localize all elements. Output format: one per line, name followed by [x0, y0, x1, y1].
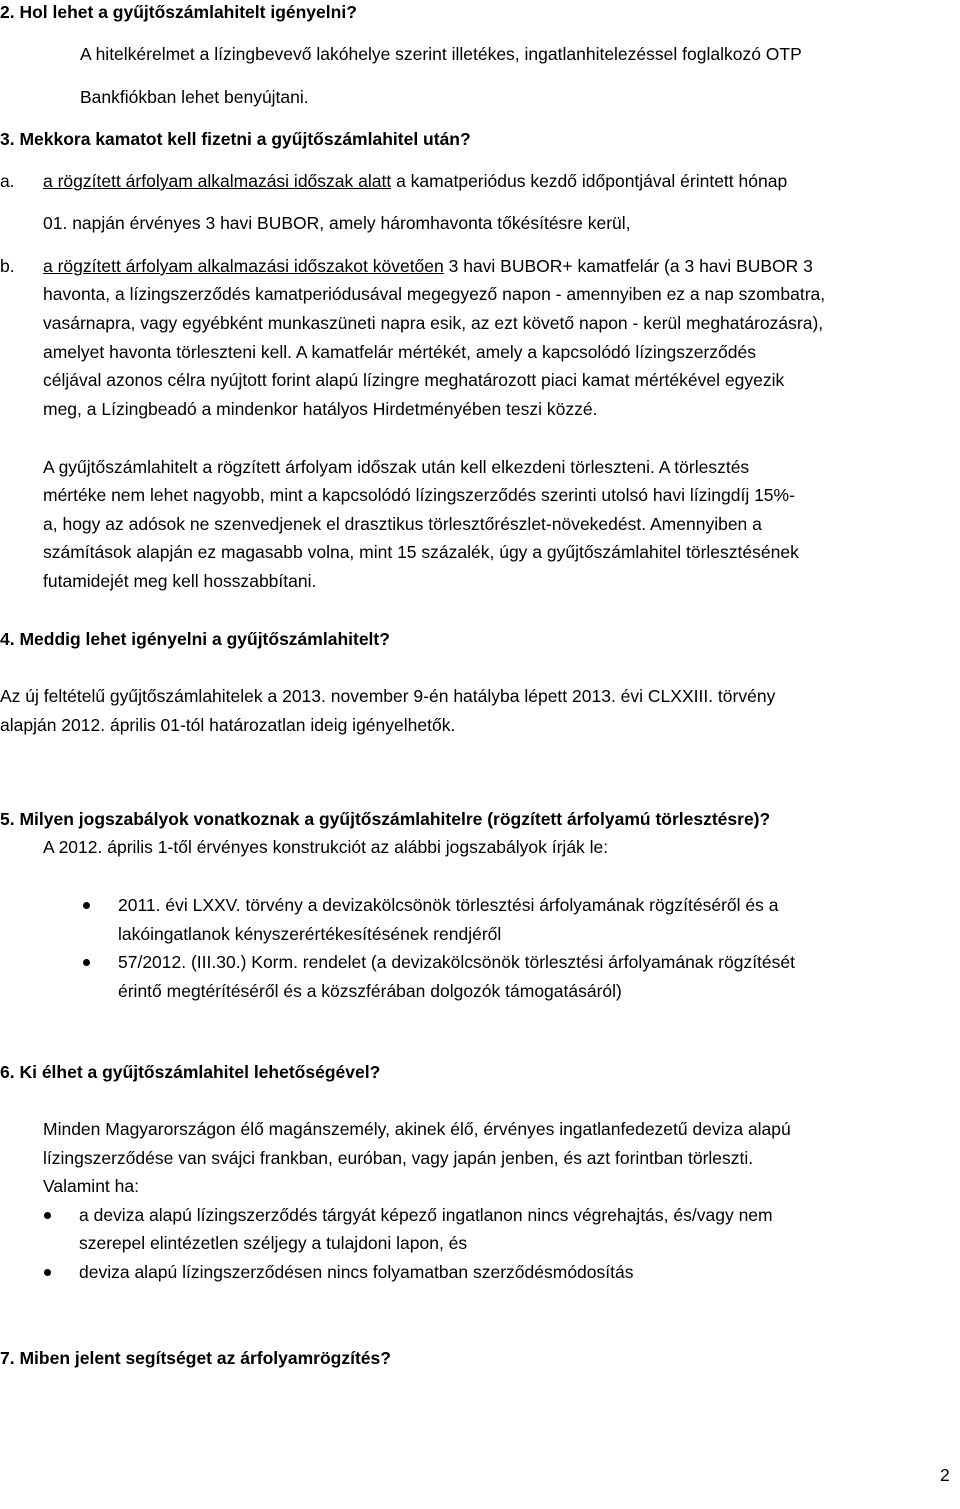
q3-b-line: céljával azonos célra nyújtott forint alapú lízingre meghatározott piaci kamat mértékével egyezik [43, 370, 785, 390]
q3-b-rest: 3 havi BUBOR+ kamatfelár (a 3 havi BUBOR 3 [443, 256, 813, 276]
q3-b-line: havonta, a lízingszerződés kamatperiódusával megegyező napon - amennyiben ez a nap szombatra, [43, 284, 826, 304]
q3-b-line: amelyet havonta törleszteni kell. A kamatfelár mértékét, amely a kapcsolódó lízingszerződés [43, 342, 756, 362]
q3-b-underlined: a rögzített árfolyam alkalmazási időszakot követően [43, 256, 444, 276]
q3-b-marker: b. [0, 256, 15, 276]
page-number: 2 [940, 1465, 950, 1485]
q3-p2-line: futamidejét meg kell hosszabbítani. [43, 571, 317, 591]
bullet-dot [44, 1212, 51, 1219]
q5-intro: A 2012. április 1-től érvényes konstrukciót az alábbi jogszabályok írják le: [43, 837, 609, 857]
q7-heading: 7. Miben jelent segítséget az árfolyamrögzítés? [0, 1348, 391, 1368]
q3-a-underlined: a rögzített árfolyam alkalmazási időszak alatt [43, 171, 392, 191]
q3-b-line [43, 255, 813, 277]
q3-p2-line: mértéke nem lehet nagyobb, mint a kapcsolódó lízingszerződés szerinti utolsó havi lízingdíj 15%- [43, 485, 795, 505]
q3-a-marker: a. [0, 171, 15, 191]
q3-a-line [43, 170, 787, 192]
q3-p2-line: a, hogy az adósok ne szenvedjenek el drasztikus törlesztőrészlet-növekedést. Amennyiben a [43, 514, 762, 534]
q5-heading: 5. Milyen jogszabályok vonatkoznak a gyűjtőszámlahitelre (rögzített árfolyamú törlesztésre)? [0, 809, 771, 829]
q6-item-line: szerepel elintézetlen széljegy a tulajdoni lapon, és [79, 1233, 468, 1253]
q4-heading: 4. Meddig lehet igényelni a gyűjtőszámlahitelt? [0, 629, 390, 649]
q5-item-line: 57/2012. (III.30.) Korm. rendelet (a devizakölcsönök törlesztési árfolyamának rögzítését [118, 952, 795, 972]
q2-heading: 2. Hol lehet a gyűjtőszámlahitelt igényelni? [0, 2, 357, 22]
q4-body-line: alapján 2012. április 01-tól határozatlan ideig igényelhetők. [0, 715, 456, 735]
q6-item-line: deviza alapú lízingszerződésen nincs folyamatban szerződésmódosítás [79, 1262, 634, 1282]
q2-body-line: Bankfiókban lehet benyújtani. [80, 87, 309, 107]
bullet-dot [44, 1269, 51, 1276]
q3-p2-line: A gyűjtőszámlahitelt a rögzített árfolyam időszak után kell elkezdeni törleszteni. A törlesztés [43, 457, 750, 477]
q5-item-line: lakóingatlanok kényszerértékesítésének rendjéről [118, 924, 502, 944]
q6-item-line: a deviza alapú lízingszerződés tárgyát képező ingatlanon nincs végrehajtás, és/vagy nem [79, 1205, 773, 1225]
q6-body-line: Valamint ha: [43, 1176, 139, 1196]
q5-item-line: érintő megtérítéséről és a közszférában dolgozók támogatásáról) [118, 981, 622, 1001]
q3-b-line: vasárnapra, vagy egyébként munkaszüneti napra esik, az ezt követő napon - kerül meghatározásra), [43, 313, 824, 333]
q2-body-line: A hitelkérelmet a lízingbevevő lakóhelye szerint illetékes, ingatlanhitelezéssel foglalkozó OTP [80, 44, 802, 64]
q4-body-line: Az új feltételű gyűjtőszámlahitelek a 2013. november 9-én hatályba lépett 2013. évi CLXXIII. törvény [0, 686, 776, 706]
bullet-dot [83, 959, 90, 966]
bullet-dot [83, 902, 90, 909]
q5-item-line: 2011. évi LXXV. törvény a devizakölcsönök törlesztési árfolyamának rögzítéséről és a [118, 895, 779, 915]
q6-heading: 6. Ki élhet a gyűjtőszámlahitel lehetőségével? [0, 1062, 381, 1082]
q6-body-line: Minden Magyarországon élő magánszemély, akinek élő, érvényes ingatlanfedezetű deviza alapú [43, 1119, 791, 1139]
q3-p2-line: számítások alapján ez magasabb volna, mint 15 százalék, úgy a gyűjtőszámlahitel törlesztésének [43, 542, 799, 562]
q3-a-rest: a kamatperiódus kezdő időpontjával érintett hónap [391, 171, 788, 191]
q3-b-line: meg, a Lízingbeadó a mindenkor hatályos Hirdetményében teszi közzé. [43, 399, 598, 419]
q3-a-line: 01. napján érvényes 3 havi BUBOR, amely háromhavonta tőkésítésre kerül, [43, 213, 631, 233]
q6-body-line: lízingszerződése van svájci frankban, euróban, vagy japán jenben, és azt forintban törleszti. [43, 1148, 754, 1168]
q3-heading: 3. Mekkora kamatot kell fizetni a gyűjtőszámlahitel után? [0, 129, 471, 149]
